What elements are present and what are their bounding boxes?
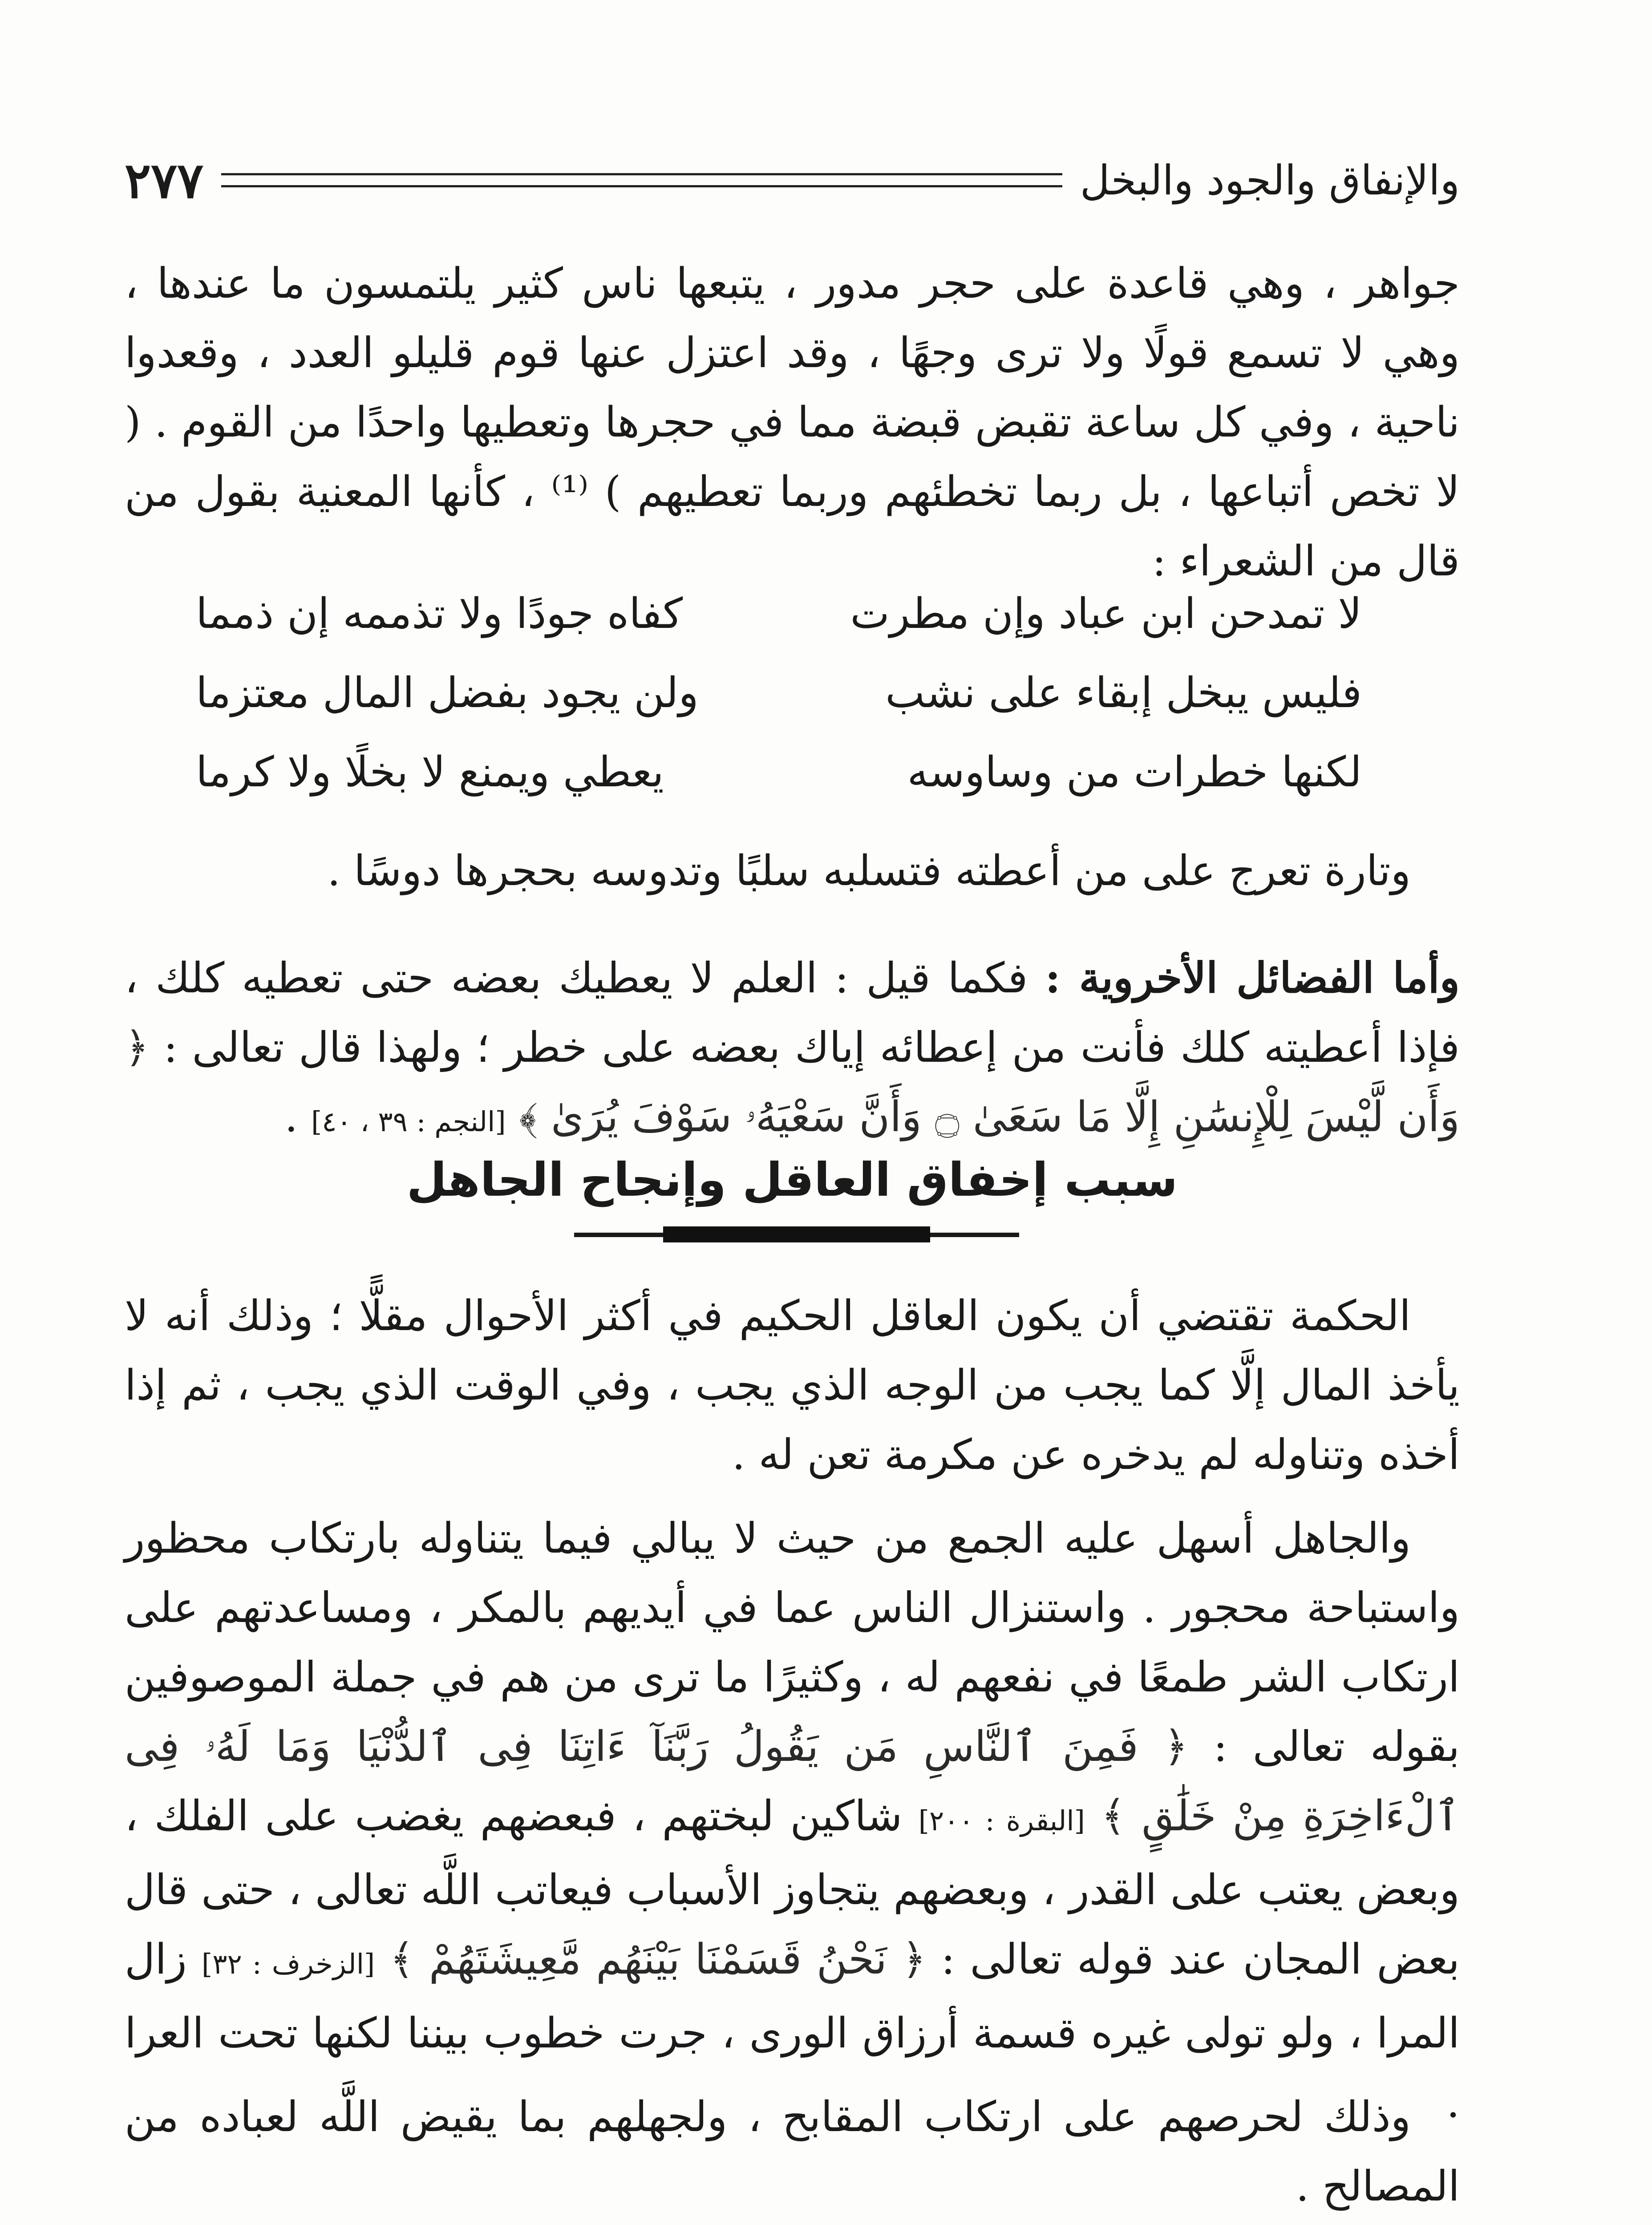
paragraph-text: جواهر ، وهي قاعدة على حجر مدور ، يتبعها ناس كثير يلتمسون ما عندها ، وهي لا تسمع قولًا ولا ترى وجهًا ، وقد اعتزل عنها قوم قليلو العدد ، وقعدوا ناحية ، وفي كل ساعة تقبض قبضة مما في حجرها وتعطيها واحدًا من القوم . ( لا تخص أتباعها ، بل ربما تخطئهم وربما تعطيهم ) ⁽¹⁾ ، كأنها المعنية بقول من قال من الشعراء : (125, 259, 1460, 586)
paragraph-text: شاكين لبختهم ، فبعضهم يغضب على الفلك ، وبعض يعتب على القدر ، وبعضهم يتجاوز الأسباب فيعاتب اللَّه تعالى ، حتى قال بعض المجان عند قوله تعالى : (125, 1792, 1460, 1984)
paragraph-text: فكما قيل : العلم لا يعطيك بعضه حتى تعطيه كلك ، فإذا أعطيته كلك فأنت من إعطائه إياك بعضه على خطر ؛ ولهذا قال تعالى : (125, 954, 1460, 1072)
paragraph-text: وتارة تعرج على من أعطته فتسلبه سلبًا وتدوسه بحجرها دوسًا . (327, 847, 1411, 895)
paragraph-text: والجاهل أسهل عليه الجمع من حيث لا يبالي فيما يتناوله بارتكاب محظور واستباحة محجور . واستنزال الناس عما في أيديهم بالمكر ، ومساعدتهم على ارتكاب الشر طمعًا في نفعهم له ، وكثيرًا ما ترى من هم في جملة الموصوفين بقوله تعالى : (125, 1514, 1460, 1771)
paragraph-lead: وأما الفضائل الأخروية : (1045, 954, 1460, 1003)
quran-reference: [الزخرف : ٣٢] (202, 1948, 375, 1980)
paragraph-ignorant (125, 1504, 1460, 2138)
quran-verse: ﴿ فَمِنَ ٱلنَّاسِ مَن يَقُولُ رَبَّنَآ ءَاتِنَا فِى ٱلدُّنْيَا وَمَا لَهُۥ فِى ٱلْءَاخِرَةِ مِنْ خَلَٰقٍ ﴾ (125, 1723, 1460, 1841)
paragraph-text: زال المرا ، ولو تولى غيره قسمة أرزاق الورى ، جرت خطوب بيننا لكنها تحت العرا . (125, 1935, 1460, 2127)
poem (196, 574, 1362, 812)
verse-second-hemistich: ولن يجود بفضل المال معتزما (196, 668, 699, 717)
heading-underline-thick (663, 1226, 930, 1242)
quran-verse: ﴿ وَأَن لَّيْسَ لِلْإِنسَٰنِ إِلَّا مَا سَعَىٰ ۝ وَأَنَّ سَعْيَهُۥ سَوْفَ يُرَىٰ ﴾ (125, 1024, 1460, 1141)
paragraph-afterlife-virtues (125, 943, 1460, 1157)
poem-verse (196, 653, 1362, 732)
paragraph-text: . (284, 1093, 312, 1141)
paragraph-text: الحكمة تقتضي أن يكون العاقل الحكيم في أكثر الأحوال مقلًّا ؛ وذلك أنه لا يأخذ المال إلَّا كما يجب من الوجه الذي يجب ، وفي الوقت الذي يجب ، ثم إذا أخذه وتناوله لم يدخره عن مكرمة تعن له . (125, 1292, 1460, 1479)
page-number: ٢٧٧ (125, 151, 204, 209)
header-double-rule (221, 173, 1062, 187)
header-title: والإنفاق والجود والبخل (1080, 156, 1460, 204)
paragraph-wisdom (125, 1282, 1460, 1490)
section-heading: سبب إخفاق العاقل وإنجاح الجاهل (406, 1153, 1178, 1207)
verse-second-hemistich: يعطي ويمنع لا بخلًا ولا كرما (196, 748, 664, 797)
verse-first-hemistich: لا تمدحن ابن عباد وإن مطرت (850, 589, 1362, 638)
paragraph-after-poem (125, 837, 1460, 906)
paragraph-closing (125, 2083, 1460, 2221)
paragraph-opening (125, 249, 1460, 596)
poem-verse (196, 574, 1362, 653)
quran-verse: ﴿ نَحْنُ قَسَمْنَا بَيْنَهُم مَّعِيشَتَهُمْ ﴾ (389, 1935, 927, 1984)
verse-first-hemistich: فليس يبخل إبقاء على نشب (885, 668, 1362, 717)
verse-second-hemistich: كفاه جودًا ولا تذممه إن ذمما (196, 589, 683, 638)
paragraph-text: وذلك لحرصهم على ارتكاب المقابح ، ولجهلهم بما يقيض اللَّه لعباده من المصالح . (125, 2093, 1460, 2211)
verse-first-hemistich: لكنها خطرات من وساوسه (907, 748, 1362, 797)
quran-reference: [النجم : ٣٩ ، ٤٠] (311, 1105, 506, 1138)
quran-reference: [البقرة : ٢٠٠] (918, 1804, 1085, 1837)
poem-verse (196, 732, 1362, 812)
running-header (125, 147, 1460, 214)
